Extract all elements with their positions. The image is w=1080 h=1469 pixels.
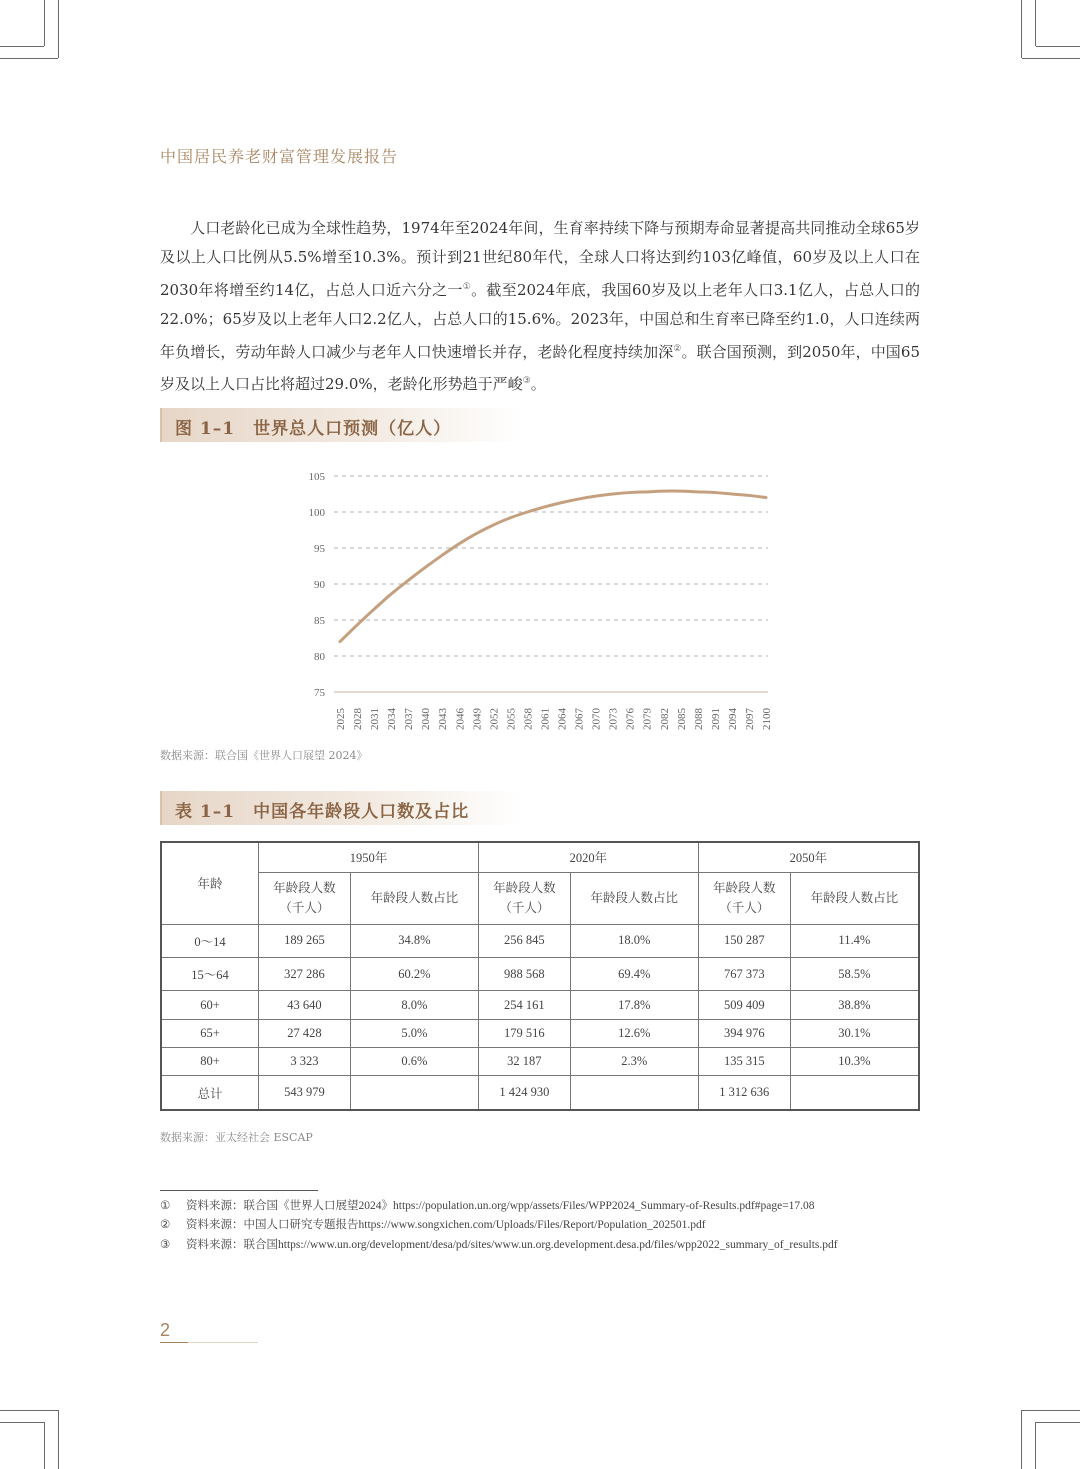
share-cell: 18.0% <box>570 924 698 957</box>
table-total-row <box>161 1076 919 1110</box>
footnote-ref-3[interactable]: ③ <box>522 376 531 387</box>
footnote-number: ② <box>160 1219 171 1231</box>
share-header-2020: 年龄段人数占比 <box>570 872 698 924</box>
running-head: 中国居民养老财富管理发展报告 <box>160 147 399 166</box>
crop-mark <box>1036 1422 1080 1423</box>
x-tick-label: 2055 <box>505 708 518 730</box>
crop-mark <box>58 0 59 58</box>
count-header-line1: 年龄段人数 <box>273 881 336 895</box>
count-cell: 1 312 636 <box>698 1076 790 1110</box>
data-point <box>492 524 494 526</box>
y-axis-ticks <box>309 471 326 699</box>
x-tick-label: 2040 <box>420 708 433 730</box>
data-point <box>560 501 562 503</box>
x-tick-label: 2049 <box>471 708 484 730</box>
crop-mark <box>44 1422 45 1469</box>
y-tick-label: 105 <box>308 471 325 483</box>
age-population-table <box>160 841 920 1111</box>
age-cell: 65+ <box>161 1019 259 1047</box>
year-header-2020: 2020年 <box>478 842 698 872</box>
x-tick-label: 2046 <box>454 708 467 730</box>
x-tick-label: 2079 <box>641 708 654 730</box>
data-point <box>731 493 733 495</box>
x-tick-label: 2097 <box>743 708 756 730</box>
count-cell: 1 424 930 <box>478 1076 570 1110</box>
count-cell: 394 976 <box>698 1019 790 1047</box>
share-header-1950: 年龄段人数占比 <box>350 872 478 924</box>
footnote-2 <box>160 1216 706 1232</box>
data-point <box>407 579 409 581</box>
share-cell: 12.6% <box>570 1019 698 1047</box>
count-header-2050 <box>698 872 790 924</box>
data-point <box>424 566 426 568</box>
data-point <box>373 608 375 610</box>
count-header-2020 <box>478 872 570 924</box>
crop-mark <box>1035 1422 1036 1469</box>
share-cell: 34.8% <box>350 924 478 957</box>
x-tick-label: 2094 <box>726 708 739 730</box>
data-point <box>594 495 596 497</box>
figure-caption: 图 1–1 世界总人口预测（亿人） <box>175 419 452 439</box>
count-header-line1: 年龄段人数 <box>493 881 556 895</box>
share-cell: 17.8% <box>570 991 698 1019</box>
x-tick-label: 2028 <box>352 708 365 730</box>
footnote-number: ③ <box>160 1239 171 1251</box>
data-point <box>663 490 665 492</box>
share-cell: 38.8% <box>790 991 919 1019</box>
count-cell: 27 428 <box>259 1019 351 1047</box>
data-point <box>577 498 579 500</box>
table-row <box>161 1019 919 1047</box>
table-row <box>161 991 919 1019</box>
crop-mark <box>1035 0 1036 46</box>
count-cell: 135 315 <box>698 1047 790 1075</box>
y-tick-label: 80 <box>314 651 325 663</box>
chart-grid <box>334 476 768 656</box>
x-tick-label: 2058 <box>522 708 535 730</box>
x-tick-label: 2082 <box>658 708 671 730</box>
footnote-ref-2[interactable]: ② <box>673 343 682 354</box>
count-cell: 509 409 <box>698 991 790 1019</box>
data-point <box>441 554 443 556</box>
share-cell <box>790 1076 919 1110</box>
data-point <box>475 532 477 534</box>
footnote-text[interactable]: 资料来源：中国人口研究专题报告https://www.songxichen.com/Uploads/Files/Report/Population_202501.pdf <box>186 1219 706 1231</box>
crop-mark <box>0 1410 58 1411</box>
share-cell: 69.4% <box>570 957 698 990</box>
age-cell: 15～64 <box>161 957 259 990</box>
footnote-number: ① <box>160 1200 171 1212</box>
count-cell: 988 568 <box>478 957 570 990</box>
y-tick-label: 100 <box>308 507 325 519</box>
data-point <box>458 542 460 544</box>
age-cell: 总计 <box>161 1076 259 1110</box>
x-tick-label: 2025 <box>335 708 347 730</box>
x-tick-label: 2031 <box>369 708 382 730</box>
share-cell: 8.0% <box>350 991 478 1019</box>
page-number-rule <box>160 1342 188 1343</box>
count-header-line2: （千人） <box>719 901 770 915</box>
age-cell: 0～14 <box>161 924 259 957</box>
count-cell: 189 265 <box>259 924 351 957</box>
share-cell: 10.3% <box>790 1047 919 1075</box>
data-point <box>680 490 682 492</box>
share-cell: 30.1% <box>790 1019 919 1047</box>
x-tick-label: 2034 <box>386 708 399 730</box>
x-tick-label: 2100 <box>761 708 773 730</box>
data-point <box>748 494 750 496</box>
footnote-text[interactable]: 资料来源：联合国《世界人口展望2024》https://population.un.org/wpp/assets/Files/WPP2024_Summary-of-Results.pdf#page=17.08 <box>186 1200 815 1212</box>
data-point <box>543 506 545 508</box>
count-cell: 256 845 <box>478 924 570 957</box>
x-axis-ticks <box>335 708 773 731</box>
count-cell: 150 287 <box>698 924 790 957</box>
data-point <box>356 624 358 626</box>
x-tick-label: 2085 <box>675 708 688 730</box>
crop-mark <box>1021 1410 1022 1469</box>
x-tick-label: 2073 <box>607 708 620 730</box>
series-line-world-population <box>340 491 766 642</box>
data-point <box>526 511 528 513</box>
crop-mark <box>44 0 45 46</box>
footnote-ref-1[interactable]: ① <box>462 281 472 292</box>
footnote-rule <box>160 1190 318 1191</box>
paragraph-sentence-4: 。 <box>530 375 546 394</box>
count-header-line1: 年龄段人数 <box>712 881 776 895</box>
data-point <box>697 491 699 493</box>
crop-mark <box>1022 58 1080 59</box>
population-line-chart <box>280 462 780 742</box>
count-header-line2: （千人） <box>279 901 330 915</box>
x-tick-label: 2091 <box>709 708 722 730</box>
x-tick-label: 2070 <box>590 708 603 730</box>
share-cell: 5.0% <box>350 1019 478 1047</box>
table-row <box>161 957 919 990</box>
body-paragraph <box>160 214 920 399</box>
share-cell <box>570 1076 698 1110</box>
paragraph-sentence-3: 。联合国预测，到2050年，中国65岁及以上人口占比将超过29.0%，老龄化形势趋于严峻 <box>160 342 920 394</box>
share-cell <box>350 1076 478 1110</box>
count-cell: 327 286 <box>259 957 351 990</box>
page-number-rule-light <box>188 1342 258 1343</box>
age-column-header: 年龄 <box>161 842 259 924</box>
share-cell: 58.5% <box>790 957 919 990</box>
crop-mark <box>58 1410 59 1469</box>
count-cell: 3 323 <box>259 1047 351 1075</box>
year-header-2050: 2050年 <box>698 842 919 872</box>
data-point <box>509 517 511 519</box>
age-cell: 60+ <box>161 991 259 1019</box>
table-source: 数据来源：亚太经社会 ESCAP <box>160 1131 313 1144</box>
figure-source: 数据来源：联合国《世界人口展望 2024》 <box>160 749 368 762</box>
crop-mark <box>1022 1410 1080 1411</box>
x-tick-label: 2061 <box>539 708 552 730</box>
paragraph-sentence-2: 。截至2024年底，我国60岁及以上老年人口3.1亿人，占总人口的22.0%；65岁及以上老年人口2.2亿人，占总人口的15.6%。2023年，中国总和生育率已降至约1.0，人口连续两年负增长，劳动年龄人口减少与老年人口快速增长并存，老龄化程度持续加深 <box>160 280 920 361</box>
y-tick-label: 75 <box>314 687 325 699</box>
crop-mark <box>0 58 58 59</box>
page-number: 2 <box>160 1320 171 1340</box>
crop-mark <box>0 1422 44 1423</box>
table-row <box>161 924 919 957</box>
data-point <box>646 491 648 493</box>
x-tick-label: 2037 <box>403 708 416 730</box>
data-point <box>390 593 392 595</box>
count-header-line2: （千人） <box>499 901 550 915</box>
footnote-text[interactable]: 资料来源：联合国https://www.un.org/development/desa/pd/sites/www.un.org.development.desa.pd/files/wpp2022_summary_of_results.pdf <box>186 1239 838 1251</box>
y-tick-label: 90 <box>314 579 325 591</box>
table-row <box>161 1047 919 1075</box>
count-cell: 543 979 <box>259 1076 351 1110</box>
figure-caption-band <box>160 408 522 442</box>
crop-mark <box>1036 46 1080 47</box>
y-tick-label: 85 <box>314 615 325 627</box>
share-cell: 2.3% <box>570 1047 698 1075</box>
x-tick-label: 2052 <box>488 708 501 730</box>
count-cell: 179 516 <box>478 1019 570 1047</box>
share-cell: 0.6% <box>350 1047 478 1075</box>
share-header-2050: 年龄段人数占比 <box>790 872 919 924</box>
data-point <box>765 496 767 498</box>
data-point <box>628 491 630 493</box>
footnote-3 <box>160 1236 838 1252</box>
x-tick-label: 2076 <box>624 708 637 730</box>
x-tick-label: 2043 <box>437 708 450 730</box>
crop-mark <box>1021 0 1022 58</box>
table-caption-band <box>160 791 522 825</box>
count-cell: 43 640 <box>259 991 351 1019</box>
footnote-1 <box>160 1197 815 1213</box>
crop-mark <box>0 46 44 47</box>
y-tick-label: 95 <box>314 543 325 555</box>
x-tick-label: 2067 <box>573 708 586 730</box>
share-cell: 60.2% <box>350 957 478 990</box>
x-tick-label: 2064 <box>556 708 569 730</box>
data-point <box>339 640 341 642</box>
data-point <box>714 491 716 493</box>
table-caption: 表 1–1 中国各年龄段人口数及占比 <box>175 802 470 822</box>
paragraph-sentence-1: 人口老龄化已成为全球性趋势，1974年至2024年间，生育率持续下降与预期寿命显著提高共同推动全球65岁及以上人口比例从5.5%增至10.3%。预计到21世纪80年代，全球人口将达到约103亿峰值，60岁及以上人口在2030年将增至约14亿，占总人口近六分之一 <box>160 219 920 299</box>
year-header-1950: 1950年 <box>259 842 479 872</box>
count-cell: 254 161 <box>478 991 570 1019</box>
age-cell: 80+ <box>161 1047 259 1075</box>
data-point <box>611 493 613 495</box>
share-cell: 11.4% <box>790 924 919 957</box>
count-cell: 767 373 <box>698 957 790 990</box>
x-tick-label: 2088 <box>692 708 705 730</box>
count-cell: 32 187 <box>478 1047 570 1075</box>
count-header-1950 <box>259 872 351 924</box>
